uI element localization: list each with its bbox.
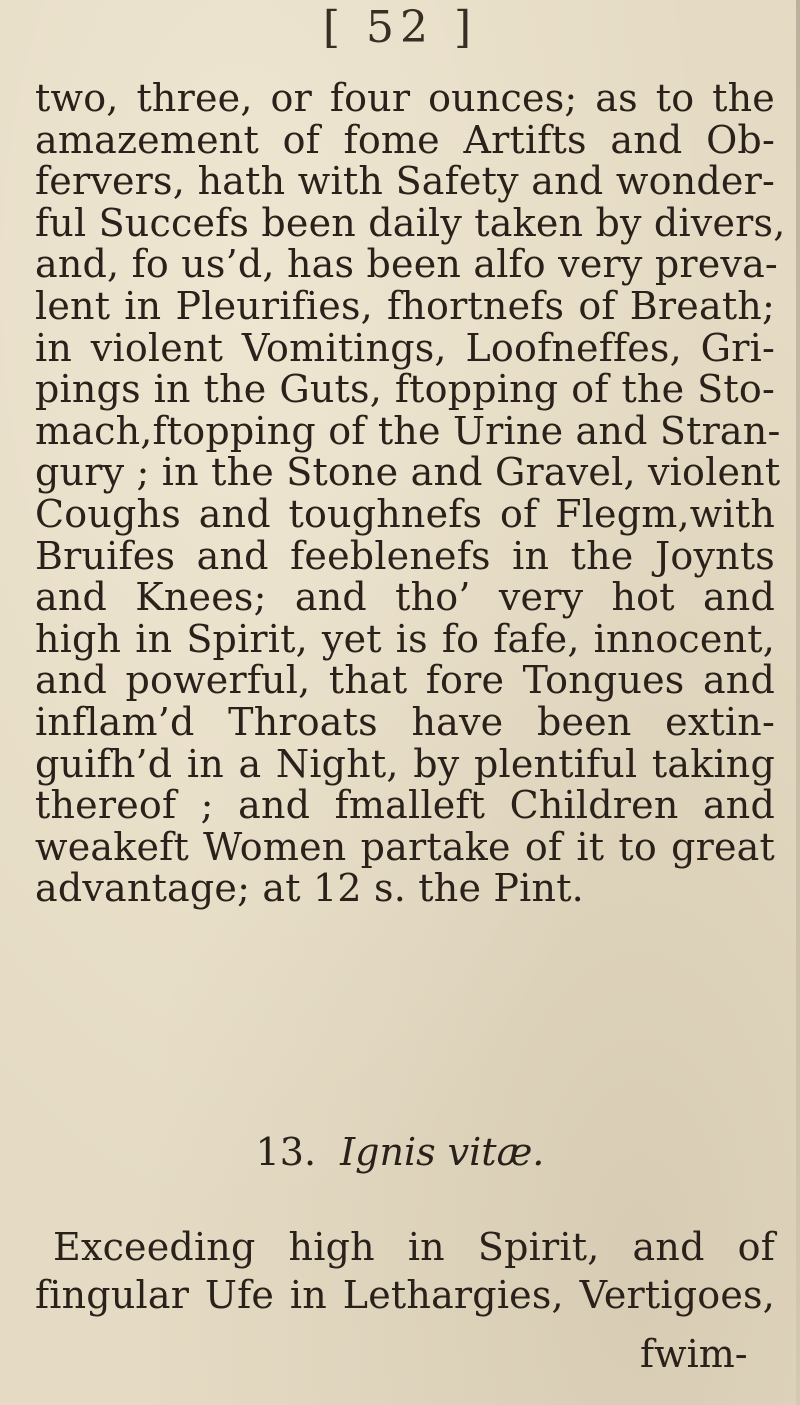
text-line: weakeft Women partake of it to great <box>35 824 775 869</box>
text-line-last: advantage; at 12 s. the Pint. <box>35 866 584 911</box>
text-line: in violent Vomitings, Loofneffes, Gri- <box>35 325 775 370</box>
text-line: Bruifes and feeblenefs in the Joynts <box>35 533 775 578</box>
page-number: [ 52 ] <box>322 2 478 53</box>
text-line: gury ; in the Stone and Gravel, violent <box>35 450 781 495</box>
text-line: ful Succefs been daily taken by divers, <box>35 200 786 245</box>
text-line: fingular Ufe in Lethargies, Vertigoes, <box>35 1273 775 1317</box>
text-line: and, fo us’d, has been alfo very preva- <box>35 242 778 287</box>
text-line: thereof ; and fmalleft Children and <box>35 783 775 828</box>
section-title: Ignis vitæ. <box>340 1130 545 1174</box>
text-line: and Knees; and tho’ very hot and <box>35 575 775 620</box>
text-line: and powerful, that fore Tongues and <box>35 658 775 703</box>
text-line: fervers, hath with Safety and wonder- <box>35 159 775 204</box>
section-number: 13. <box>255 1130 317 1174</box>
catchword: fwim- <box>640 1332 748 1376</box>
text-line: Exceeding high in Spirit, and of <box>53 1225 775 1269</box>
text-line: high in Spirit, yet is fo fafe, innocent, <box>35 616 775 661</box>
page-edge-shadow <box>796 0 800 1405</box>
text-line: inflam’d Throats have been extin- <box>35 699 775 744</box>
text-line: Coughs and toughnefs of Flegm,with <box>35 491 775 536</box>
section-heading <box>0 1128 800 1176</box>
text-line: guifh’d in a Night, by plentiful taking <box>35 741 775 786</box>
body-paragraph <box>35 76 786 911</box>
text-line: pings in the Guts, ftopping of the Sto- <box>35 367 775 412</box>
section-paragraph <box>35 1223 775 1319</box>
text-line: lent in Pleurifies, fhortnefs of Breath; <box>35 283 775 328</box>
text-line: amazement of fome Artifts and Ob- <box>35 117 775 162</box>
text-line: mach,ftopping of the Urine and Stran- <box>35 408 781 453</box>
text-line: two, three, or four ounces; as to the <box>35 76 775 120</box>
